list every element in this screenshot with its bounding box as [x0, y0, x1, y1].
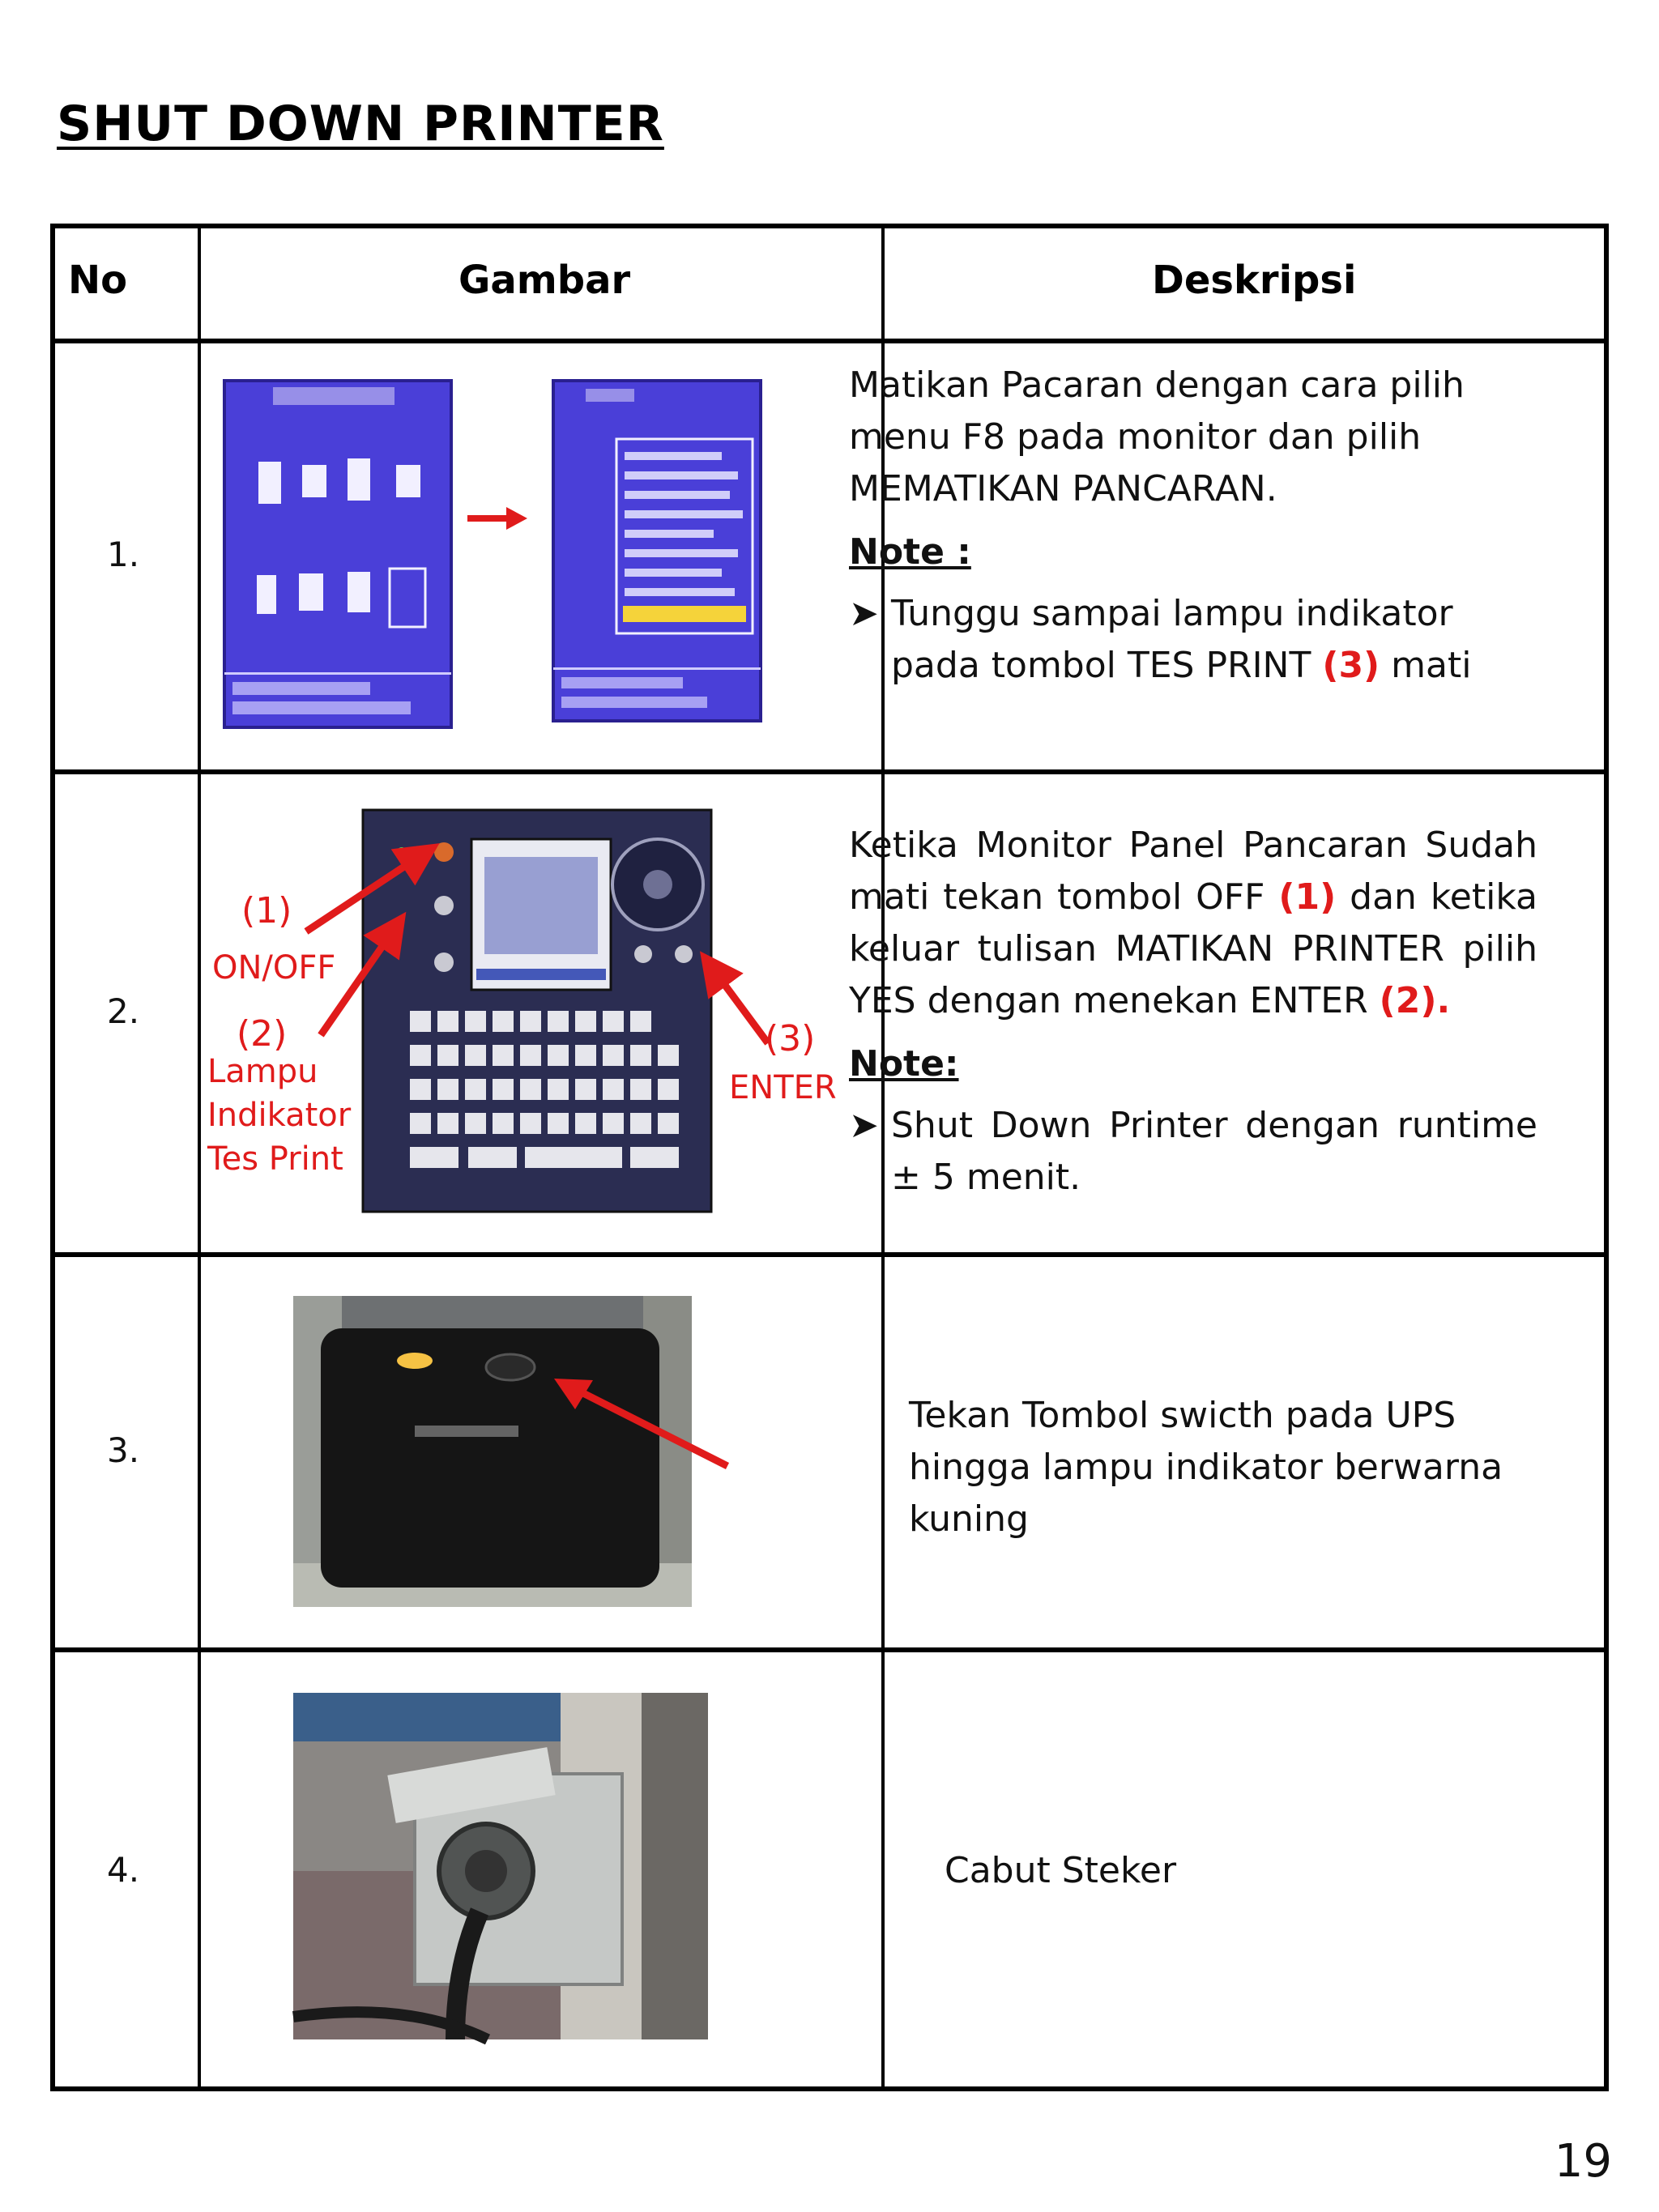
- header-deskripsi: Deskripsi: [1152, 258, 1357, 303]
- callout-1-label: ON/OFF: [212, 949, 336, 987]
- callout-3-label: ENTER: [729, 1069, 837, 1106]
- header-no: No: [68, 258, 128, 303]
- arrow-shaft: [574, 1388, 727, 1466]
- step-1-text: Matikan Pacaran dengan cara pilih menu F8 pada monitor dan pilih MEMATIKAN PANCARAN.: [849, 364, 1465, 509]
- step-2-text: [849, 820, 1537, 1027]
- callout-3-arrow: [713, 969, 768, 1043]
- step-3-text: Tekan Tombol swicth pada UPS hingga lampu indikator berwarna kuning: [909, 1395, 1503, 1540]
- row-number: 1.: [107, 535, 140, 574]
- step-2-description: [849, 820, 1537, 1204]
- bullet-arrow-icon: ➤: [849, 1105, 879, 1146]
- step-1-bullet-post: mati: [1380, 645, 1472, 686]
- step-1-note-label: Note :: [849, 531, 971, 573]
- row-number: 2.: [107, 991, 140, 1031]
- row-number: 3.: [107, 1430, 140, 1470]
- callout-2-arrow: [321, 930, 394, 1035]
- step-1-bullet-pre: Tunggu sampai lampu indikator pada tombol TES PRINT: [891, 593, 1453, 686]
- callout-1-arrow: [306, 855, 421, 931]
- callout-2-line1: Lampu: [207, 1053, 318, 1090]
- step-2-text-a: Ketika Monitor Panel Pancaran Sudah mati tekan tombol OFF: [849, 825, 1537, 918]
- page-number: 19: [1554, 2135, 1612, 2188]
- callout-2-line2: Indikator: [207, 1097, 352, 1134]
- callout-2-line3: Tes Print: [207, 1140, 343, 1178]
- step-2-text-b: dan ketika keluar tulisan MATIKAN PRINTER pilih YES dengan menekan ENTER: [849, 876, 1537, 1021]
- callout-2-number: (2): [237, 1013, 288, 1055]
- plug-socket-image: [293, 1693, 708, 2039]
- step-2-ref-1: (1): [1278, 876, 1337, 918]
- row-number: 4.: [107, 1850, 140, 1890]
- step-4-text: Cabut Steker: [945, 1850, 1177, 1891]
- step-2-bullet: [849, 1100, 1537, 1204]
- step-1-bullet-ref: (3): [1322, 645, 1380, 686]
- page-title: SHUT DOWN PRINTER: [57, 96, 664, 152]
- step-2-ref-2: (2).: [1379, 980, 1451, 1021]
- callout-1-number: (1): [241, 890, 292, 931]
- step-2-note-label: Note:: [849, 1043, 959, 1085]
- bullet-arrow-icon: ➤: [849, 593, 879, 634]
- step-3-description: [909, 1390, 1557, 1545]
- header-gambar: Gambar: [458, 258, 631, 303]
- step-2-bullet-text: Shut Down Printer dengan runtime ± 5 menit.: [891, 1105, 1537, 1198]
- step-4-description: [945, 1845, 1512, 1897]
- ups-switch-arrow: [551, 1377, 737, 1474]
- callout-3-number: (3): [765, 1018, 816, 1059]
